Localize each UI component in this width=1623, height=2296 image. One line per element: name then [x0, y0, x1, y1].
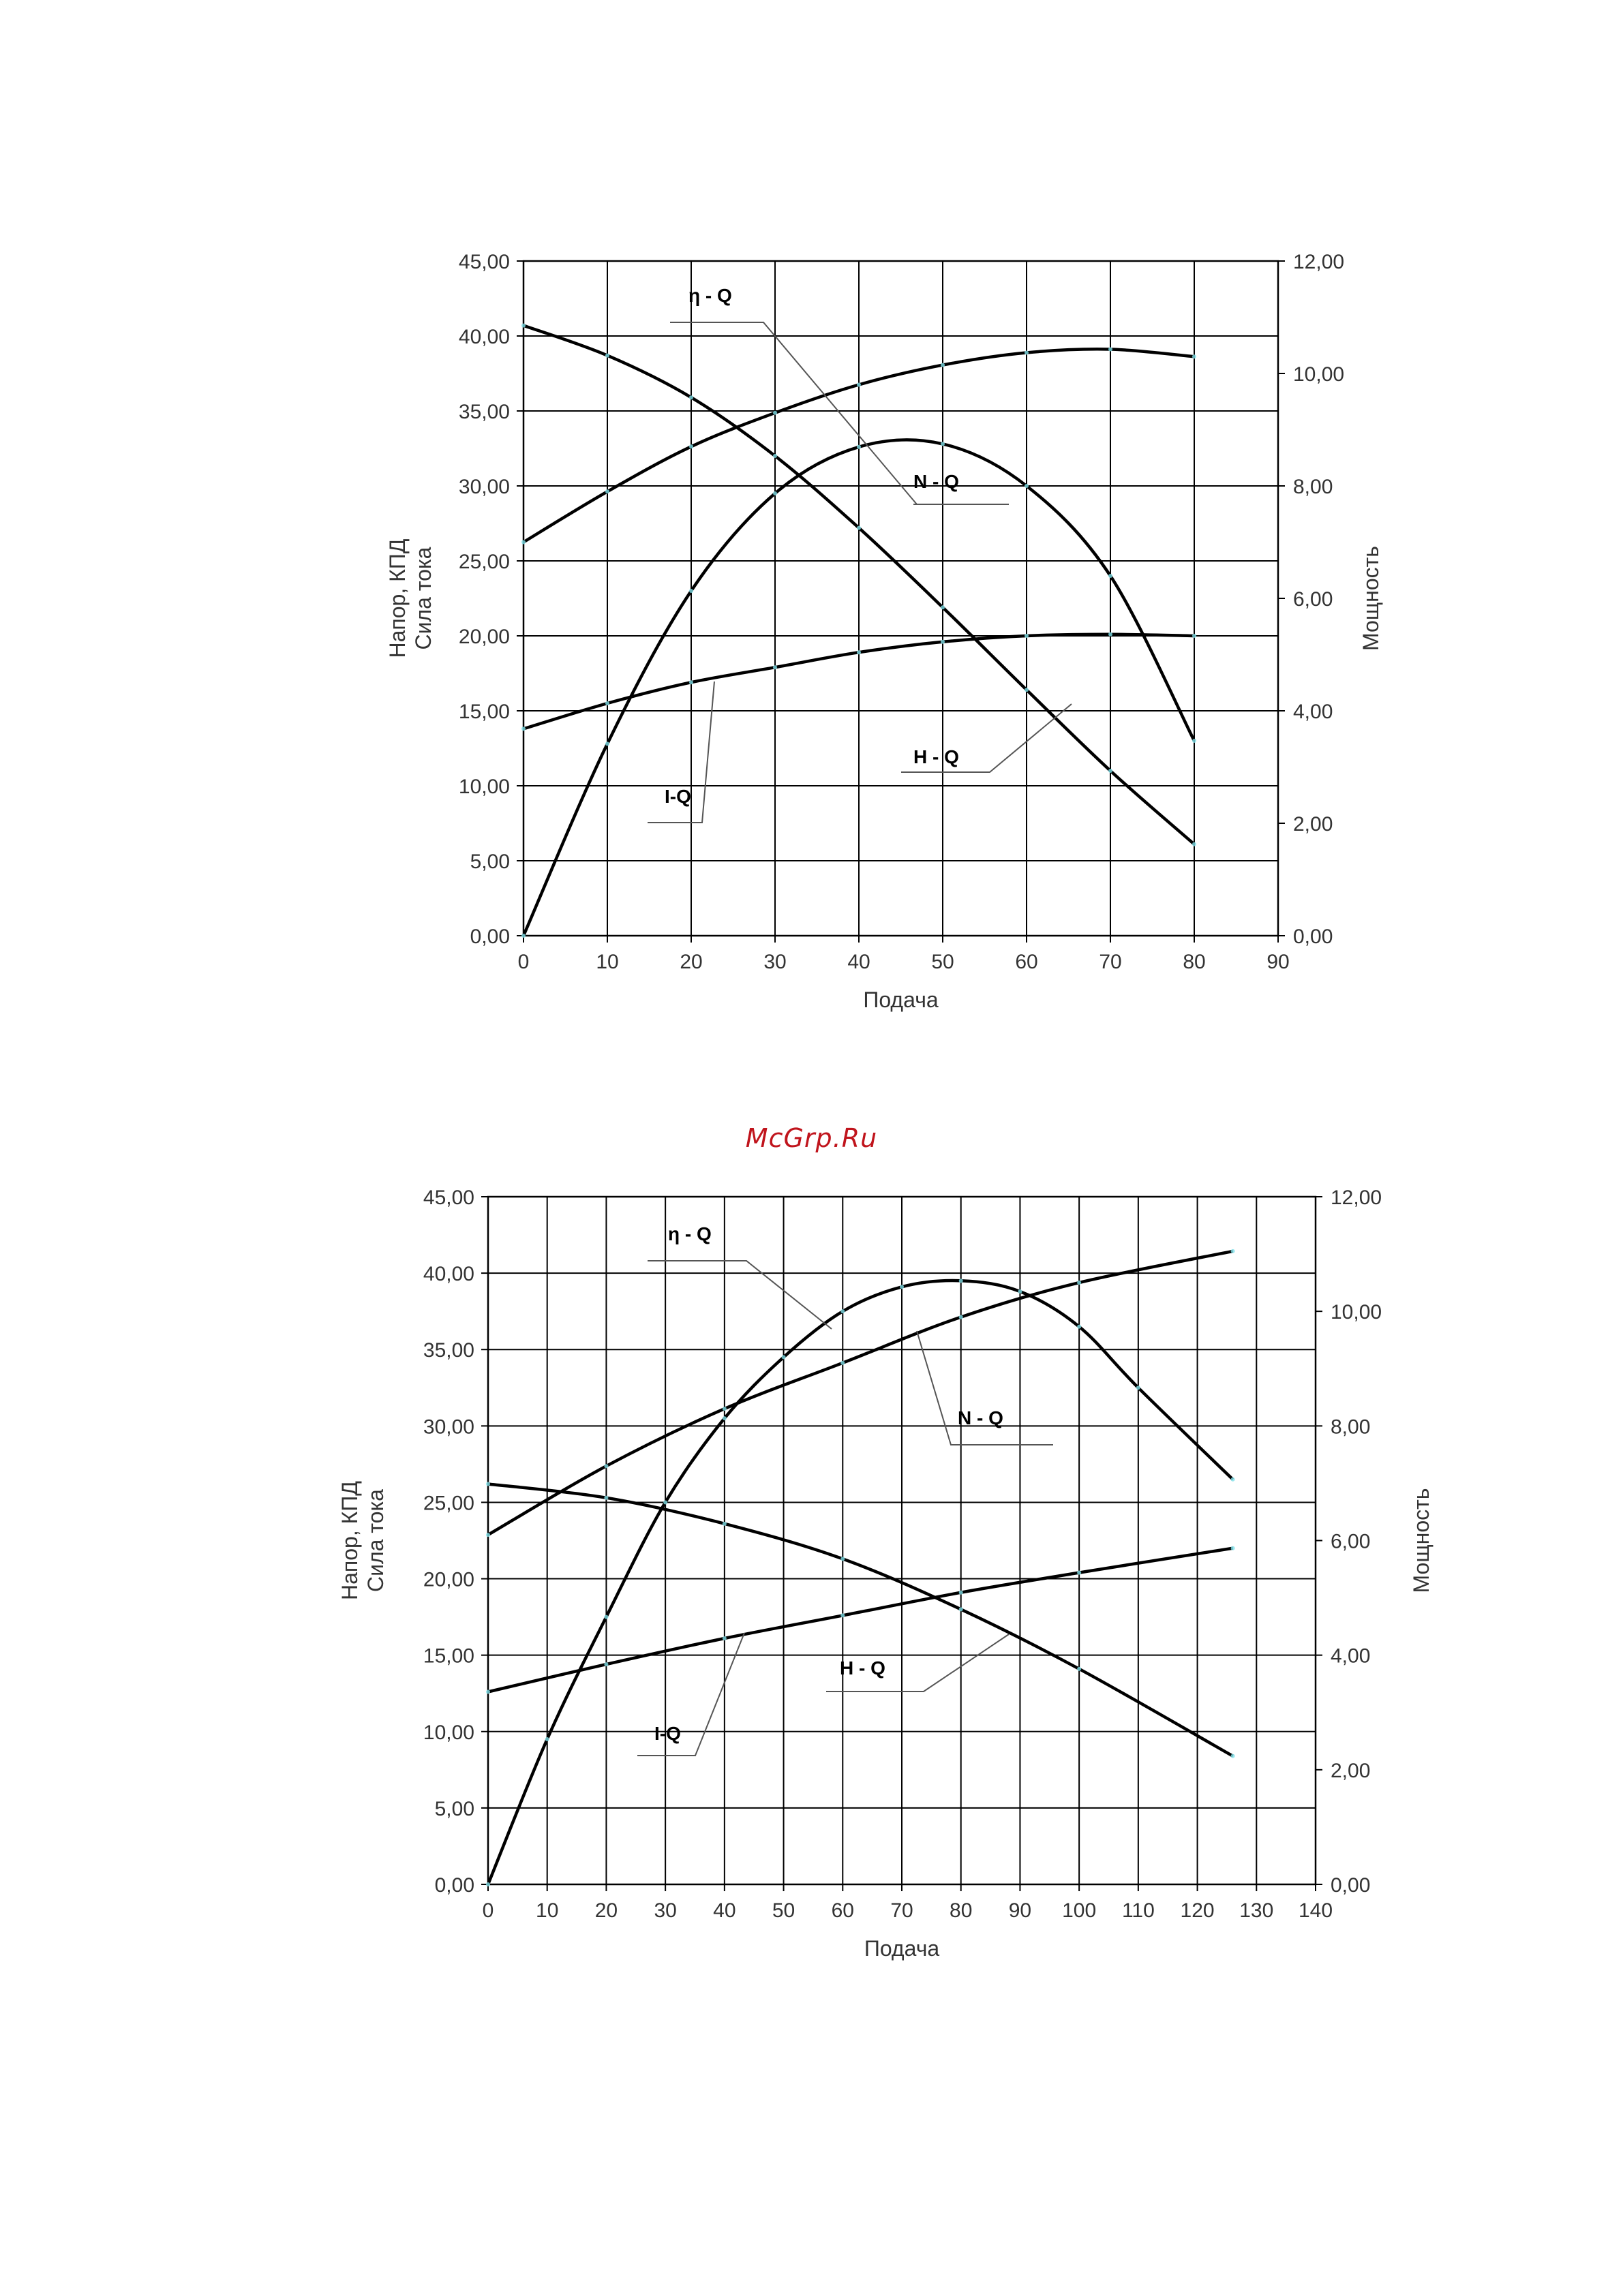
chart1-point-i-q [1025, 634, 1029, 638]
chart2-point-eta-q [663, 1500, 667, 1504]
chart2-point-h-q [959, 1607, 963, 1611]
chart2-x-tick-label: 40 [713, 1899, 736, 1922]
chart2-point-eta-q [604, 1615, 608, 1619]
chart2-point-i-q [486, 1689, 490, 1694]
chart1-x-tick-label: 30 [763, 951, 787, 973]
chart2-x-tick-label: 80 [950, 1899, 973, 1922]
chart1-plot-area [524, 261, 1278, 936]
chart1-x-tick-label: 0 [517, 951, 530, 973]
chart1-point-i-q [605, 701, 609, 705]
chart1-y-tick-label: 25,00 [458, 551, 510, 573]
chart1-point-i-q [1192, 634, 1196, 638]
chart1-point-n-q [1108, 348, 1112, 352]
chart2-x-tick-label: 130 [1239, 1899, 1274, 1922]
chart1-point-h-q [605, 354, 609, 358]
chart2-y2-tick-label: 0,00 [1331, 1874, 1371, 1897]
chart1-y-tick-label: 20,00 [458, 626, 510, 648]
chart2-y-tick-label: 0,00 [434, 1874, 474, 1897]
chart2-point-eta-q [1136, 1386, 1140, 1390]
chart1-point-h-q [689, 395, 693, 399]
chart2-callout-h-q-label: H - Q [840, 1657, 885, 1679]
chart1-point-n-q [773, 411, 777, 415]
chart1-point-i-q [521, 726, 526, 731]
chart1-y2-tick-label: 10,00 [1293, 363, 1345, 386]
chart1-y2-tick-label: 2,00 [1293, 813, 1333, 836]
chart2-y2-axis-title: Мощность [1409, 1488, 1434, 1593]
chart2-point-i-q [1077, 1571, 1081, 1575]
chart2-x-tick-label: 140 [1298, 1899, 1333, 1922]
chart1-x-axis-title: Подача [863, 988, 939, 1012]
chart2-point-h-q [1231, 1754, 1235, 1758]
chart1-point-h-q [773, 454, 777, 458]
chart2-x-tick-label: 30 [654, 1899, 677, 1922]
chart1-point-n-q [1192, 354, 1196, 358]
chart1-x-tick-label: 70 [1099, 951, 1122, 973]
chart2-x-tick-label: 60 [831, 1899, 854, 1922]
chart1-y2-axis-title: Мощность [1359, 546, 1383, 651]
chart2-callout-n-q-label: N - Q [958, 1407, 1003, 1428]
chart1-x-tick-label: 40 [847, 951, 870, 973]
chart1-point-h-q [1108, 769, 1112, 773]
chart2-x-tick-label: 110 [1121, 1899, 1155, 1922]
chart1-point-n-q [1025, 350, 1029, 354]
chart2-point-i-q [840, 1613, 845, 1617]
chart1-point-h-q [521, 324, 526, 328]
pump-chart-2 [0, 1172, 1623, 2263]
chart2-point-eta-q [545, 1737, 549, 1741]
chart2-x-tick-label: 50 [772, 1899, 795, 1922]
chart2-x-tick-label: 90 [1008, 1899, 1032, 1922]
chart1-point-eta-q [521, 934, 526, 938]
chart1-point-h-q [1025, 688, 1029, 692]
chart1-x-tick-label: 60 [1015, 951, 1038, 973]
chart1-y-axis-title-line: Напор, КПД [385, 538, 410, 658]
chart2-point-n-q [1077, 1281, 1081, 1285]
chart2-point-n-q [486, 1533, 490, 1537]
chart2-point-h-q [604, 1496, 608, 1500]
chart1-y-tick-label: 10,00 [458, 776, 510, 798]
chart2-point-h-q [1077, 1667, 1081, 1671]
chart1-y2-tick-label: 6,00 [1293, 588, 1333, 611]
chart2-point-n-q [840, 1361, 845, 1365]
chart1-y2-tick-label: 12,00 [1293, 251, 1345, 273]
chart1-point-eta-q [773, 491, 777, 495]
chart2-point-n-q [959, 1315, 963, 1319]
chart1-y2-tick-label: 0,00 [1293, 925, 1333, 948]
chart1-point-i-q [941, 640, 945, 644]
chart2-x-tick-label: 100 [1062, 1899, 1097, 1922]
chart1-point-n-q [689, 444, 693, 448]
chart1-y-axis-title-line: Сила тока [411, 547, 436, 650]
chart2-point-eta-q [1077, 1325, 1081, 1329]
chart1-point-eta-q [1025, 484, 1029, 488]
chart2-x-tick-label: 70 [890, 1899, 913, 1922]
chart2-point-i-q [723, 1636, 727, 1640]
chart2-x-tick-label: 120 [1180, 1899, 1215, 1922]
chart1-callout-n-q-label: N - Q [913, 471, 959, 492]
chart1-x-tick-label: 20 [680, 951, 703, 973]
watermark-text: McGrp.Ru [745, 1123, 878, 1153]
chart2-point-eta-q [1231, 1478, 1235, 1482]
chart1-x-tick-label: 90 [1266, 951, 1290, 973]
chart2-point-i-q [959, 1591, 963, 1595]
chart2-x-tick-label: 20 [594, 1899, 618, 1922]
chart1-callout-h-q-label: H - Q [913, 746, 959, 767]
chart1-y-tick-label: 15,00 [458, 701, 510, 723]
chart2-point-eta-q [782, 1355, 786, 1359]
chart2-y2-tick-label: 8,00 [1331, 1415, 1371, 1439]
chart2-point-eta-q [723, 1416, 727, 1420]
chart2-point-h-q [486, 1482, 490, 1486]
chart2-y2-tick-label: 4,00 [1331, 1644, 1371, 1668]
chart1-x-tick-label: 80 [1183, 951, 1206, 973]
chart1-point-i-q [857, 650, 861, 654]
chart1-x-tick-label: 50 [931, 951, 954, 973]
chart1-point-n-q [605, 489, 609, 493]
chart1-point-i-q [689, 680, 693, 684]
chart1-point-eta-q [857, 445, 861, 449]
pump-chart-1 [0, 0, 1623, 1063]
chart2-point-i-q [604, 1662, 608, 1666]
chart1-point-h-q [1192, 842, 1196, 846]
chart2-point-eta-q [840, 1309, 845, 1313]
chart1-point-i-q [773, 665, 777, 669]
chart2-y2-tick-label: 6,00 [1331, 1530, 1371, 1553]
chart1-point-eta-q [605, 741, 609, 746]
chart2-y-tick-label: 45,00 [423, 1187, 474, 1209]
chart1-y-tick-label: 30,00 [458, 476, 510, 498]
chart2-point-eta-q [1018, 1289, 1022, 1294]
chart2-y-tick-label: 40,00 [423, 1263, 474, 1286]
chart1-callout-eta-q-label: η - Q [688, 285, 732, 306]
chart1-y-tick-label: 35,00 [458, 401, 510, 423]
chart2-x-tick-label: 0 [482, 1899, 494, 1922]
chart2-y-tick-label: 15,00 [423, 1644, 474, 1668]
chart1-y2-tick-label: 4,00 [1293, 701, 1333, 723]
chart1-point-h-q [941, 605, 945, 609]
chart2-y2-tick-label: 10,00 [1331, 1301, 1382, 1324]
chart2-y2-tick-label: 2,00 [1331, 1759, 1371, 1782]
chart2-point-n-q [1231, 1249, 1235, 1253]
chart2-y-axis-title-line: Сила тока [363, 1489, 388, 1592]
chart2-point-eta-q [486, 1882, 490, 1886]
chart1-point-eta-q [941, 442, 945, 446]
chart1-point-n-q [521, 540, 526, 545]
chart2-callout-eta-q-label: η - Q [668, 1223, 712, 1244]
chart2-point-eta-q [900, 1285, 904, 1289]
chart2-point-n-q [604, 1464, 608, 1468]
chart2-point-i-q [1231, 1546, 1235, 1550]
chart2-point-h-q [723, 1522, 727, 1526]
chart2-y-tick-label: 35,00 [423, 1339, 474, 1362]
chart1-callout-i-q-label: I-Q [665, 786, 691, 807]
chart1-point-n-q [857, 383, 861, 387]
chart2-point-h-q [840, 1557, 845, 1561]
chart1-point-eta-q [1108, 574, 1112, 578]
chart2-y-tick-label: 20,00 [423, 1568, 474, 1591]
chart1-y-tick-label: 0,00 [470, 925, 510, 948]
chart1-point-eta-q [1192, 739, 1196, 743]
chart2-point-n-q [723, 1407, 727, 1411]
chart2-y-tick-label: 30,00 [423, 1415, 474, 1439]
chart1-y-tick-label: 5,00 [470, 851, 510, 873]
chart2-y-tick-label: 10,00 [423, 1721, 474, 1744]
chart1-x-tick-label: 10 [596, 951, 619, 973]
chart2-x-axis-title: Подача [864, 1936, 940, 1961]
chart2-y2-tick-label: 12,00 [1331, 1187, 1382, 1209]
chart2-y-axis-title-line: Напор, КПД [337, 1481, 362, 1600]
chart1-point-i-q [1108, 632, 1112, 637]
chart1-point-n-q [941, 363, 945, 367]
chart1-y-tick-label: 45,00 [458, 251, 510, 273]
chart1-point-h-q [857, 526, 861, 530]
chart1-y2-tick-label: 8,00 [1293, 476, 1333, 498]
chart2-y-tick-label: 5,00 [434, 1797, 474, 1820]
chart2-x-tick-label: 10 [536, 1899, 559, 1922]
chart2-callout-i-q-label: I-Q [654, 1723, 681, 1744]
chart2-point-eta-q [959, 1279, 963, 1283]
chart2-y-tick-label: 25,00 [423, 1492, 474, 1515]
chart1-point-eta-q [689, 589, 693, 593]
chart1-y-tick-label: 40,00 [458, 326, 510, 348]
